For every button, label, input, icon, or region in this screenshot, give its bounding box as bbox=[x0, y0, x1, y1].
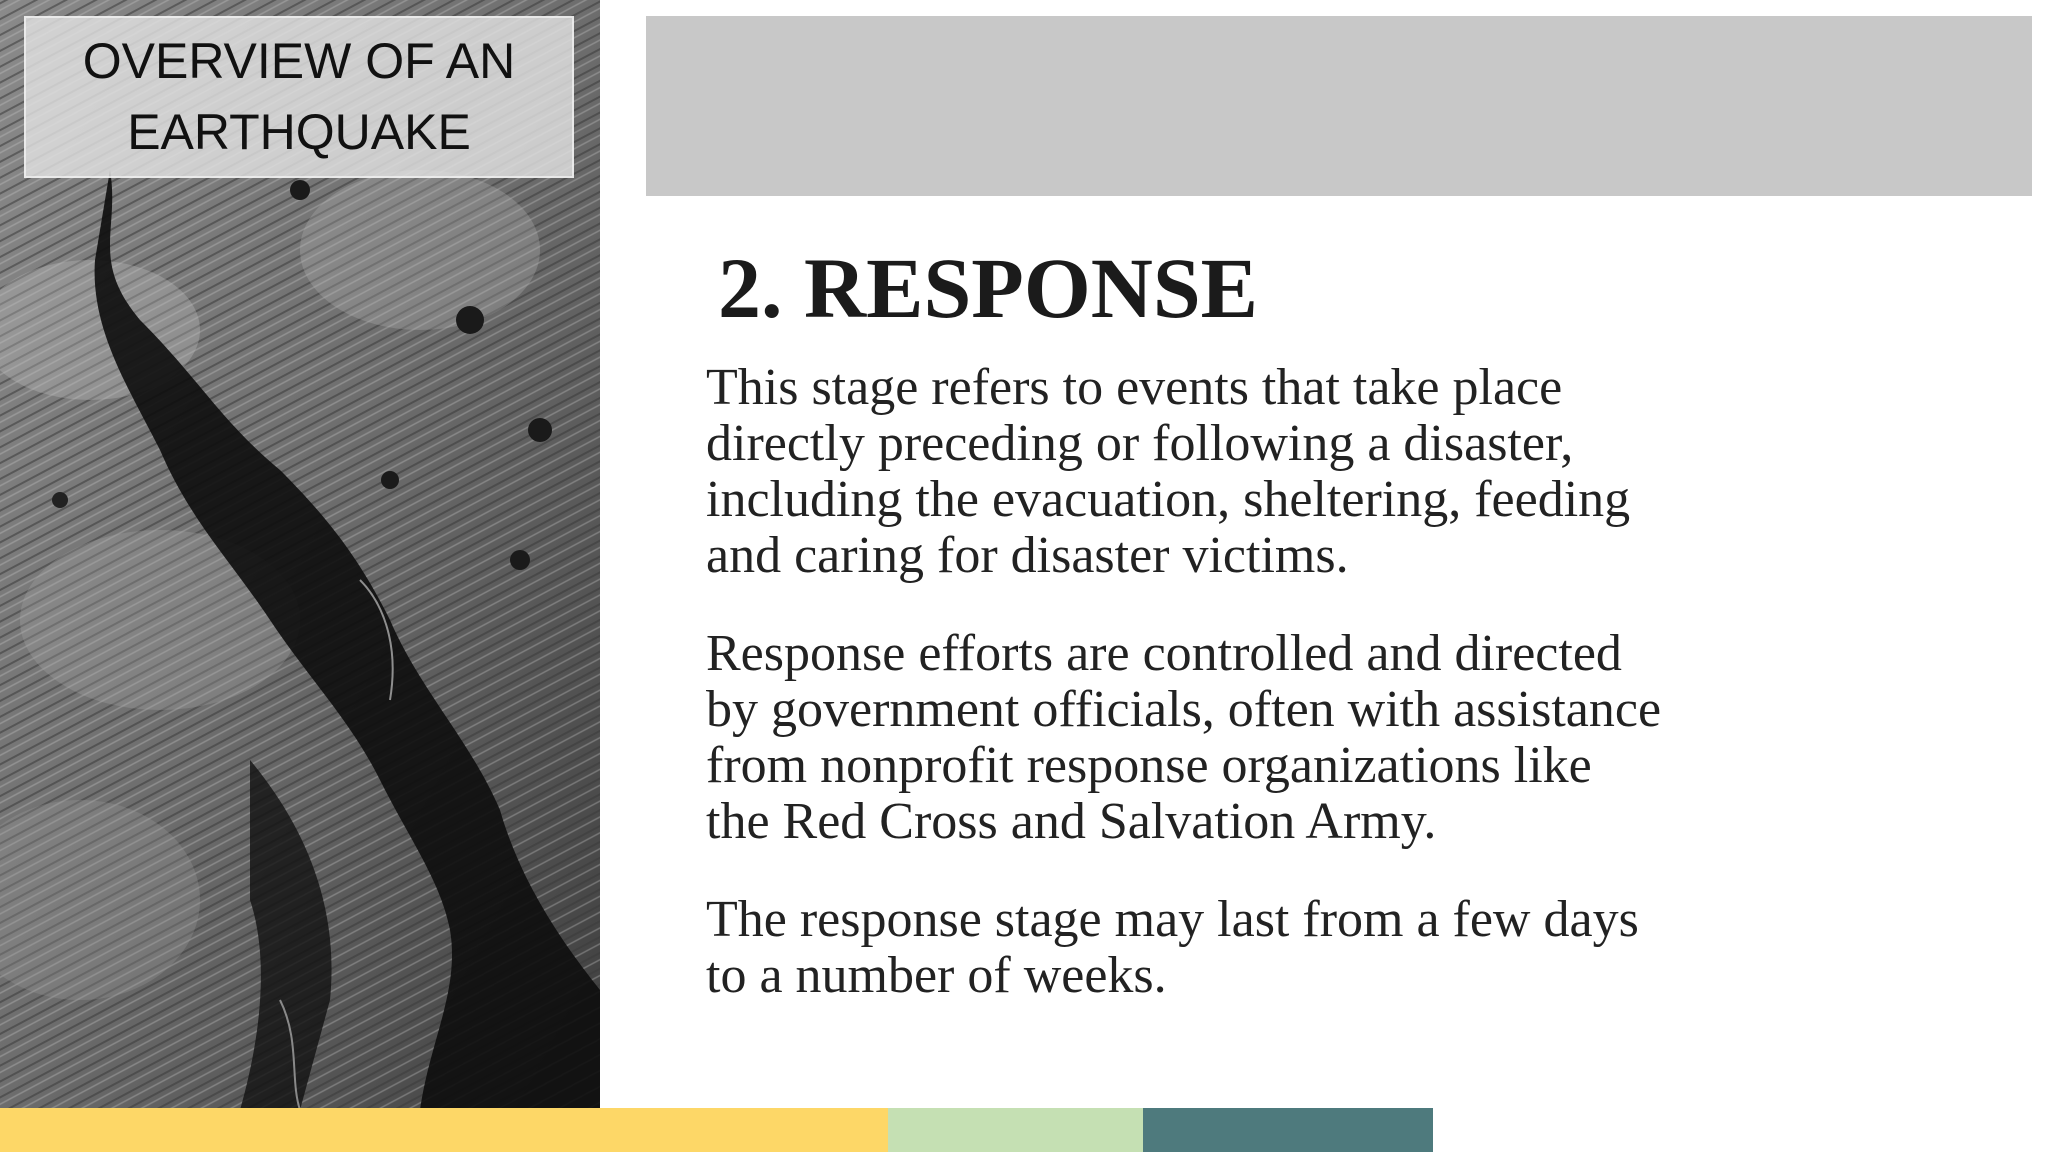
paragraph-1: This stage refers to events that take place directly preceding or following a disaster, including the evacuation, sheltering, feeding and caring for disaster victims. bbox=[706, 359, 1631, 584]
bar-green bbox=[888, 1108, 1143, 1152]
content-area bbox=[706, 238, 1926, 1046]
bar-yellow bbox=[0, 1108, 888, 1152]
paragraph-3: The response stage may last from a few days to a number of weeks. bbox=[706, 891, 1639, 1004]
header-bar bbox=[646, 16, 2032, 196]
bar-teal bbox=[1143, 1108, 1433, 1152]
slide-title: OVERVIEW OF AN EARTHQUAKE bbox=[82, 33, 516, 160]
title-box bbox=[24, 16, 574, 178]
paragraph-2: Response efforts are controlled and directed by government officials, often with assistance from nonprofit response organizations like the Red Cross and Salvation Army. bbox=[706, 625, 1662, 850]
section-heading: 2. RESPONSE bbox=[718, 240, 1259, 336]
bottom-color-bars bbox=[0, 1108, 2048, 1152]
